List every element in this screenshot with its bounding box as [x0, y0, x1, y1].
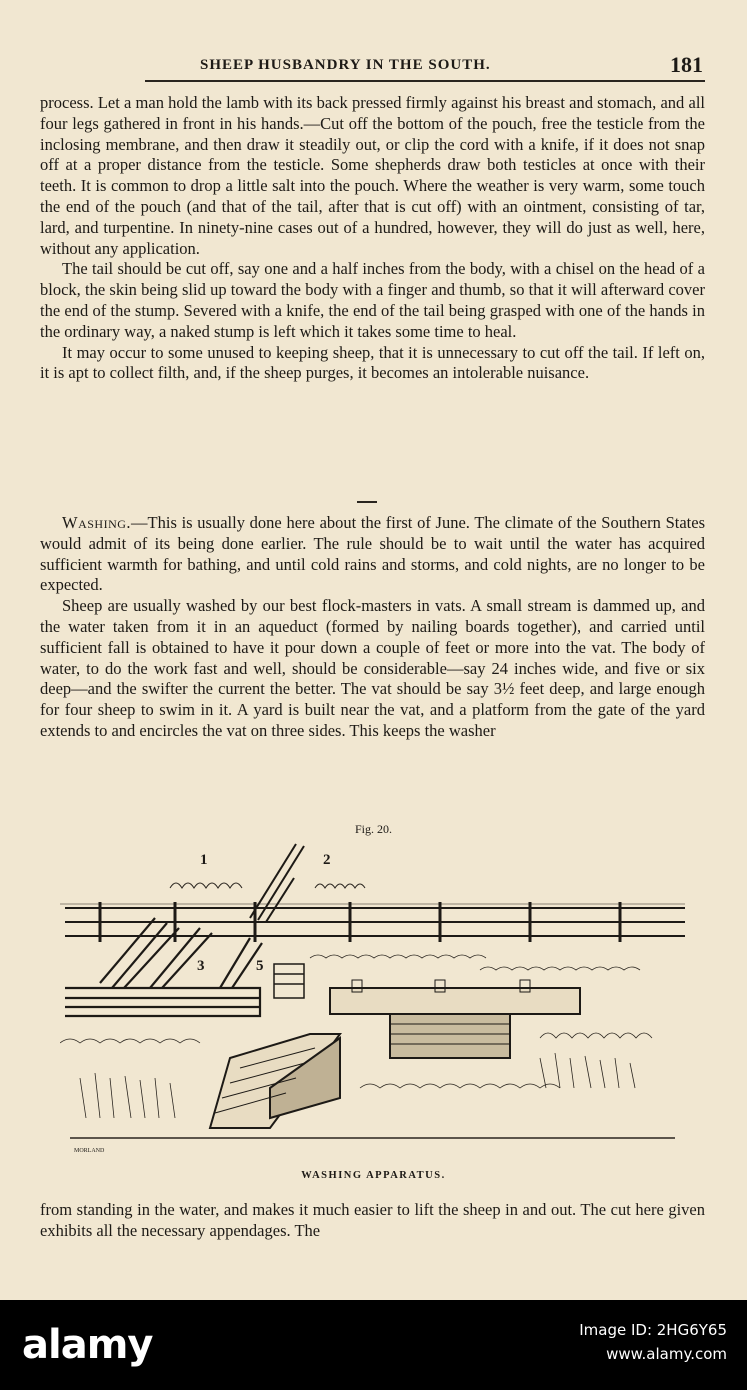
body-text-bottom — [40, 1200, 705, 1242]
figure-label: Fig. 20. — [354, 822, 392, 836]
alamy-logo: alamy — [22, 1322, 153, 1368]
washing-apparatus-illustration — [60, 838, 685, 1158]
engraver-signature: MORLAND — [74, 1148, 105, 1154]
section-separator — [357, 501, 377, 503]
washing-text: —This is usually done here about the first of June. The climate of the Southern States would admit of its being done earlier. The rule should be to wait until the water has acquired sufficient warmth for bathing, and until cold rains and storms, and cold nights, are no longer to be expected. — [40, 513, 705, 595]
header-rule — [145, 80, 705, 82]
figure-marker-5: 5 — [256, 958, 264, 974]
body-text-top — [40, 93, 705, 384]
paragraph-tail-reason: It may occur to some unused to keeping sheep, that it is unnecessary to cut off the tail. If left on, it is apt to collect filth, and, if the sheep purges, it becomes an intolerable nuisance. — [40, 342, 705, 383]
paragraph-castration: process. Let a man hold the lamb with its back pressed firmly against his breast and stomach, and all four legs gathered in front in his hands.—Cut off the bottom of the pouch, free the testicle from the inclosing membrane, and then draw it steadily out, or clip the cord with a knife, if it does not snap off at a proper distance from the testicle. Some shepherds draw both testicles at once with their teeth. It is common to drop a little salt into the pouch. Where the weather is very warm, some touch the end of the pouch (and that of the tail, after that is cut off) with an ointment, consisting of tar, lard, and turpentine. In ninety-nine cases out of a hundred, however, they will do just as well, here, without any application. — [40, 93, 705, 258]
paragraph-continuation: from standing in the water, and makes it much easier to lift the sheep in and out. The cut here given exhibits all the necessary appendages. The — [40, 1200, 705, 1240]
paragraph-vats: Sheep are usually washed by our best flock-masters in vats. A small stream is dammed up, and the water taken from it in an aqueduct (formed by nailing boards together), and carried until sufficient fall is obtained to have it pour down a couple of feet or more into the vat. The body of water, to do the work fast and well, should be considerable—say 24 inches wide, and five or six deep—and the swifter the current the better. The vat should be say 3½ feet deep, and large enough for four sheep to swim in it. A yard is built near the vat, and a platform from the gate of the yard extends to and encircles the vat on three sides. This keeps the washer — [40, 596, 705, 740]
figure-caption: WASHING APPARATUS. — [301, 1170, 446, 1181]
image-id-label: Image ID: 2HG6Y65 — [579, 1321, 727, 1339]
paragraph-washing — [40, 513, 705, 596]
section-heading-washing: Washing. — [62, 513, 132, 532]
paragraph-tail: The tail should be cut off, say one and a half inches from the body, with a chisel on the head of a block, the skin being slid up toward the body with a finger and thumb, so that it will afterward cover the end of the stump. Severed with a knife, the end of the tail being grasped with one of the hands in the ordinary way, a naked stump is left which it takes some time to heal. — [40, 259, 705, 341]
page-number: 181 — [670, 52, 703, 77]
site-url: www.alamy.com — [606, 1345, 727, 1363]
running-head: SHEEP HUSBANDRY IN THE SOUTH. — [200, 57, 491, 73]
stock-photo-footer — [0, 1300, 747, 1390]
body-text-washing — [40, 513, 705, 742]
page-header — [40, 52, 705, 79]
image-id-block — [579, 1318, 727, 1366]
figure-marker-2: 2 — [323, 852, 331, 868]
figure-marker-1: 1 — [200, 852, 208, 868]
figure-marker-3: 3 — [197, 958, 205, 974]
